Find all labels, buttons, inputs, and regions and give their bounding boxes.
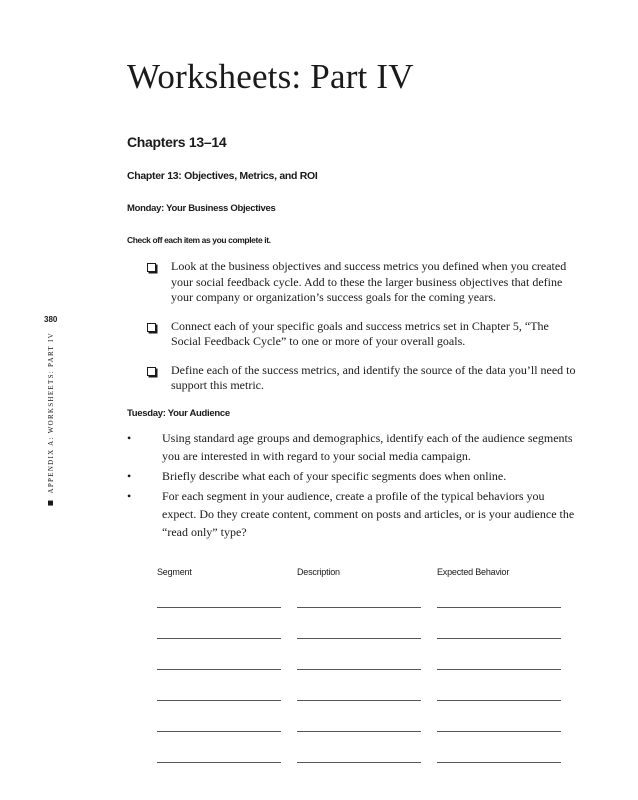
- page-number: 380: [44, 315, 58, 324]
- running-head-text: APPENDIX A: WORKSHEETS: PART IV: [46, 332, 55, 494]
- blank-line-expected-behavior[interactable]: [437, 629, 561, 639]
- bullet-list: [127, 429, 577, 541]
- form-row: [157, 722, 577, 732]
- checkbox-icon[interactable]: [147, 367, 156, 376]
- page-content: [127, 56, 577, 763]
- bullet-icon: •: [127, 488, 132, 503]
- tuesday-heading: Tuesday: Your Audience: [127, 407, 230, 419]
- checkbox-icon[interactable]: [147, 323, 156, 332]
- checklist-item-text: Connect each of your specific goals and success metrics set in Chapter 5, “The Social Feedback Cycle” to one or more of your overall goals.: [171, 318, 549, 348]
- running-head: [47, 332, 55, 506]
- column-header-expected-behavior: Expected Behavior: [437, 566, 510, 577]
- blank-line-description[interactable]: [297, 753, 421, 763]
- monday-heading: Monday: Your Business Objectives: [127, 203, 276, 214]
- checklist-item: [145, 259, 577, 306]
- checkbox-icon[interactable]: [147, 263, 156, 272]
- form-row: [157, 598, 577, 608]
- list-item: [127, 429, 577, 465]
- form-header: [157, 567, 577, 577]
- blank-line-segment[interactable]: [157, 598, 281, 608]
- blank-line-segment[interactable]: [157, 660, 281, 670]
- list-item-text: For each segment in your audience, create a profile of the typical behaviors you expect. Do they create content, comment on posts and articles, or is your audience the “read only” type?: [162, 488, 575, 539]
- blank-line-description[interactable]: [297, 722, 421, 732]
- blank-line-expected-behavior[interactable]: [437, 598, 561, 608]
- list-item-text: Using standard age groups and demographics, identify each of the audience segments you are interested in with regard to your social media campaign.: [162, 430, 573, 463]
- blank-line-expected-behavior[interactable]: [437, 753, 561, 763]
- blank-line-segment[interactable]: [157, 629, 281, 639]
- form-rows: [157, 598, 577, 763]
- segment-form: [157, 567, 577, 763]
- form-row: [157, 753, 577, 763]
- bullet-icon: •: [127, 468, 132, 483]
- blank-line-description[interactable]: [297, 660, 421, 670]
- blank-line-description[interactable]: [297, 629, 421, 639]
- blank-line-description[interactable]: [297, 598, 421, 608]
- chapters-heading: Chapters 13–14: [127, 134, 227, 150]
- page-title: Worksheets: Part IV: [127, 57, 414, 96]
- blank-line-segment[interactable]: [157, 722, 281, 732]
- instruction-text: Check off each item as you complete it.: [127, 235, 271, 245]
- list-item: [127, 487, 577, 541]
- checklist: [145, 259, 577, 394]
- square-bullet-icon: [48, 501, 53, 506]
- checklist-item: [145, 319, 577, 350]
- list-item-text: Briefly describe what each of your specific segments does when online.: [162, 468, 507, 483]
- page-margin: [44, 315, 57, 506]
- blank-line-segment[interactable]: [157, 753, 281, 763]
- chapter13-heading: Chapter 13: Objectives, Metrics, and ROI: [127, 170, 318, 182]
- form-row: [157, 629, 577, 639]
- blank-line-description[interactable]: [297, 691, 421, 701]
- checklist-item-text: Define each of the success metrics, and identify the source of the data you’ll need to support this metric.: [171, 362, 576, 392]
- blank-line-segment[interactable]: [157, 691, 281, 701]
- column-header-description: Description: [297, 566, 340, 577]
- blank-line-expected-behavior[interactable]: [437, 722, 561, 732]
- column-header-segment: Segment: [157, 566, 192, 577]
- form-row: [157, 691, 577, 701]
- checklist-item: [145, 363, 577, 394]
- bullet-icon: •: [127, 430, 132, 445]
- blank-line-expected-behavior[interactable]: [437, 660, 561, 670]
- checklist-item-text: Look at the business objectives and success metrics you defined when you created your social feedback cycle. Add to these the larger business objectives that define your company or organization’s success goals for the coming years.: [171, 259, 567, 304]
- blank-line-expected-behavior[interactable]: [437, 691, 561, 701]
- form-row: [157, 660, 577, 670]
- list-item: [127, 467, 577, 485]
